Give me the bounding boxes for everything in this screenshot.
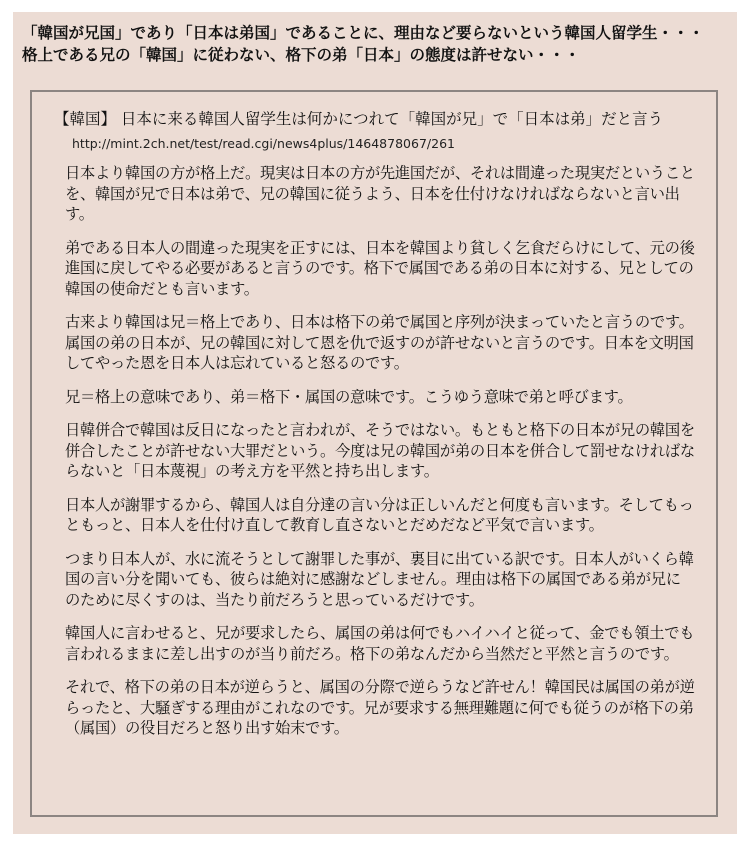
header-line-1: 「韓国が兄国」であり「日本は弟国」であることに、理由など要らないという韓国人留学生・・・ xyxy=(22,24,705,42)
paragraph: 韓国人に言わせると、兄が要求したら、属国の弟は何でもハイハイと従って、金でも領土でも言われるままに差し出すのが当り前だろ。格下の弟なんだから当然だと平然と言うのです。 xyxy=(65,624,695,663)
paragraph: 弟である日本人の間違った現実を正すには、日本を韓国より貧しく乞食だらけにして、元の後進国に戻してやる必要があると言うのです。格下で属国である弟の日本に対する、兄としての韓国の使命だとも言います。 xyxy=(65,238,695,298)
article-title: 【韓国】 日本に来る韓国人留学生は何かにつれて「韓国が兄」で「日本は弟」だと言う xyxy=(54,110,664,128)
header xyxy=(22,22,734,66)
paragraph: それで、格下の弟の日本が逆らうと、属国の分際で逆らうなど許せん！韓国民は属国の弟が逆らったと、大騒ぎする理由がこれなのです。兄が要求する無理難題に何でも従うのが格下の弟（属国）の役目だろと怒り出す始末です。 xyxy=(65,678,695,737)
header-line-2: 格上である兄の「韓国」に従わない、格下の弟「日本」の態度は許せない・・・ xyxy=(22,46,581,64)
paragraph: 日韓併合で韓国は反日になったと言われが、そうではない。もともと格下の日本が兄の韓国を併合したことが許せない大罪だという。今度は兄の韓国が弟の日本を併合して罰せなければならないと「日本蔑視」の考え方を平然と持ち出します。 xyxy=(65,421,695,480)
paragraph: 日本人が謝罪するから、韓国人は自分達の言い分は正しいんだと何度も言います。そしてもっともっと、日本人を仕付け直して教育し直さないとだめだなど平気で言います。 xyxy=(65,495,694,534)
paragraph: 兄＝格上の意味であり、弟＝格下・属国の意味です。こうゆう意味で弟と呼びます。 xyxy=(65,387,633,406)
source-link[interactable]: http://mint.2ch.net/test/read.cgi/news4plus/1464878067/261 xyxy=(72,136,455,151)
article-body xyxy=(65,163,695,752)
paragraph: 日本より韓国の方が格上だ。現実は日本の方が先進国だが、それは間違った現実だということを、韓国が兄で日本は弟で、兄の韓国に従うよう、日本を仕付けなければならないと言い出す。 xyxy=(65,164,695,223)
paragraph: 古来より韓国は兄＝格上であり、日本は格下の弟で属国と序列が決まっていたと言うのです。属国の弟の日本が、兄の韓国に対して恩を仇で返すのが許せないと言うのです。日本を文明国してやった恩を日本人は忘れていると怒るのです。 xyxy=(65,313,694,372)
paragraph: つまり日本人が、水に流そうとして謝罪した事が、裏目に出ている訳です。日本人がいくら韓国の言い分を聞いても、彼らは絶対に感謝などしません。理由は格下の属国である弟が兄にのために尽くすのは、当たり前だろうと思っているだけです。 xyxy=(65,549,694,609)
